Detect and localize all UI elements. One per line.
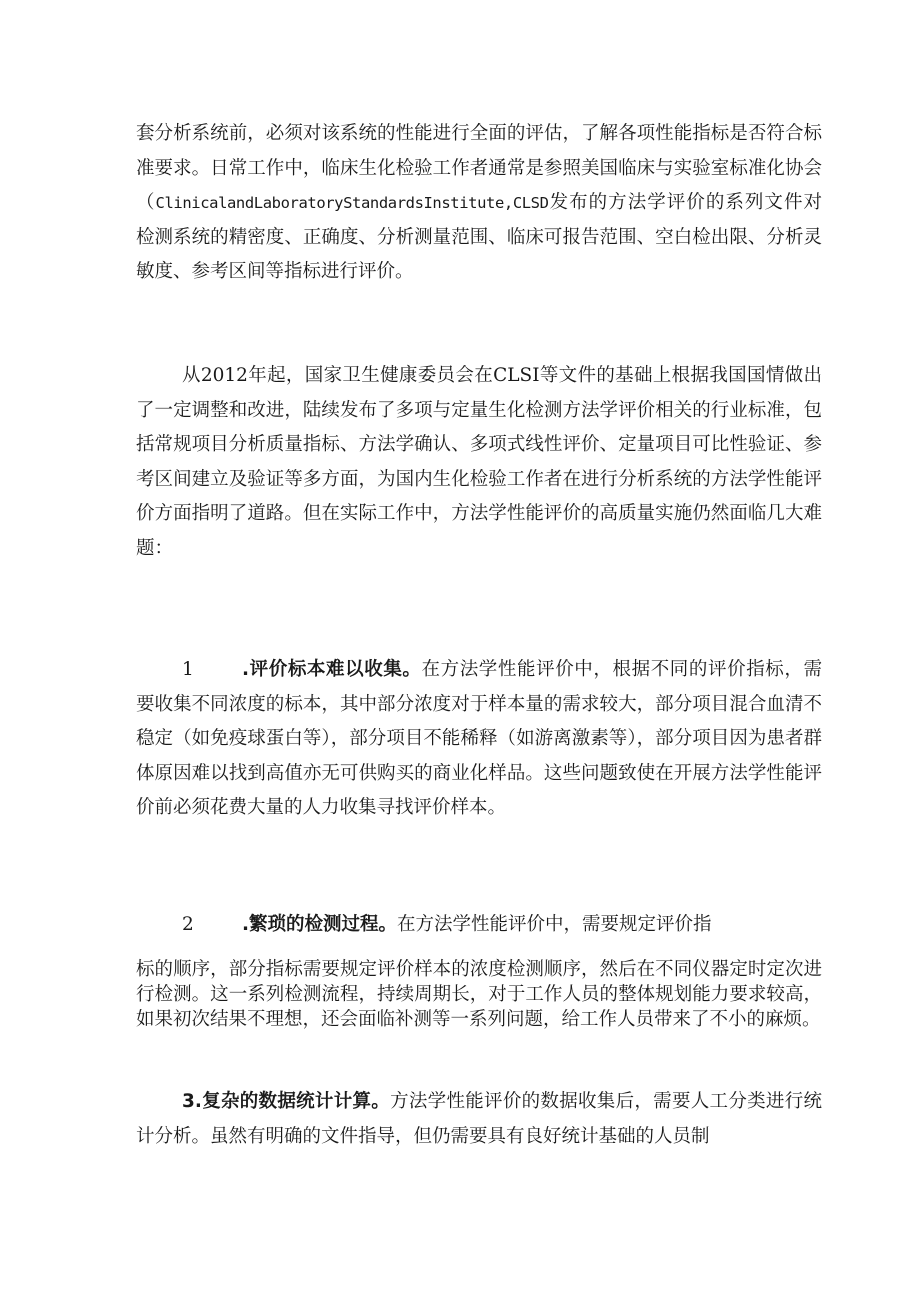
list-heading: .繁琐的检测过程。 <box>242 914 398 935</box>
list-text: 在方法学性能评价中，需要规定评价指 <box>397 914 712 935</box>
paragraph-text: 发布的方法学评价的系列文件对检测系统的精密度、正确度、分析测量范围、临床可报告范围、空白检出限、分析灵敏度、参考区间等指标进行评价。 <box>136 192 822 282</box>
list-item-testing-process-heading <box>136 908 822 943</box>
list-item-sample-collection <box>136 653 822 826</box>
list-heading: .评价标本难以收集。 <box>242 659 422 680</box>
paragraph-clsi-intro <box>136 117 822 290</box>
list-item-testing-process-body <box>136 957 822 1032</box>
list-text: 标的顺序，部分指标需要规定评价样本的浓度检测顺序，然后在不同仪器定时定次进行检测。这一系列检测流程，持续周期长，对于工作人员的整体规划能力要求较高，如果初次结果不理想，还会面临补测等一系列问题，给工作人员带来了不小的麻烦。 <box>136 959 822 1030</box>
list-number: 2 <box>182 914 194 935</box>
list-number: 1 <box>182 659 194 680</box>
list-heading: 3.复杂的数据统计计算。 <box>182 1091 391 1112</box>
list-text: 方法学性能评价的数据收集后，需要人工分类进行统计分析。虽然有明确的文件指导，但仍需要具有良好统计基础的人员制 <box>136 1091 822 1147</box>
clsi-name-text: ClinicalandLaboratoryStandardsInstitute,CLSD <box>155 194 549 212</box>
list-item-data-statistics <box>136 1085 822 1154</box>
list-text: 在方法学性能评价中，根据不同的评价指标，需要收集不同浓度的标本，其中部分浓度对于样本量的需求较大，部分项目混合血清不稳定（如免疫球蛋白等），部分项目不能稀释（如游离激素等），部分项目因为患者群体原因难以找到高值亦无可供购买的商业化样品。这些问题致使在开展方法学性能评价前必须花费大量的人力收集寻找评价样本。 <box>136 659 822 818</box>
paragraph-text: 套分析系统前，必须对该系统的性能进行全面的评估，了解各项性能指标是否符合标准要求。日常工作中，临床生化检验工作者通常是参照美国临床与实验室标准化协会（ <box>136 123 822 213</box>
paragraph-national-standards <box>136 359 822 566</box>
paragraph-text: 从2012年起，国家卫生健康委员会在CLSI等文件的基础上根据我国国情做出了一定调整和改进，陆续发布了多项与定量生化检测方法学评价相关的行业标准，包括常规项目分析质量指标、方法学确认、多项式线性评价、定量项目可比性验证、参考区间建立及验证等多方面，为国内生化检验工作者在进行分析系统的方法学性能评价方面指明了道路。但在实际工作中，方法学性能评价的高质量实施仍然面临几大难题： <box>136 365 822 559</box>
